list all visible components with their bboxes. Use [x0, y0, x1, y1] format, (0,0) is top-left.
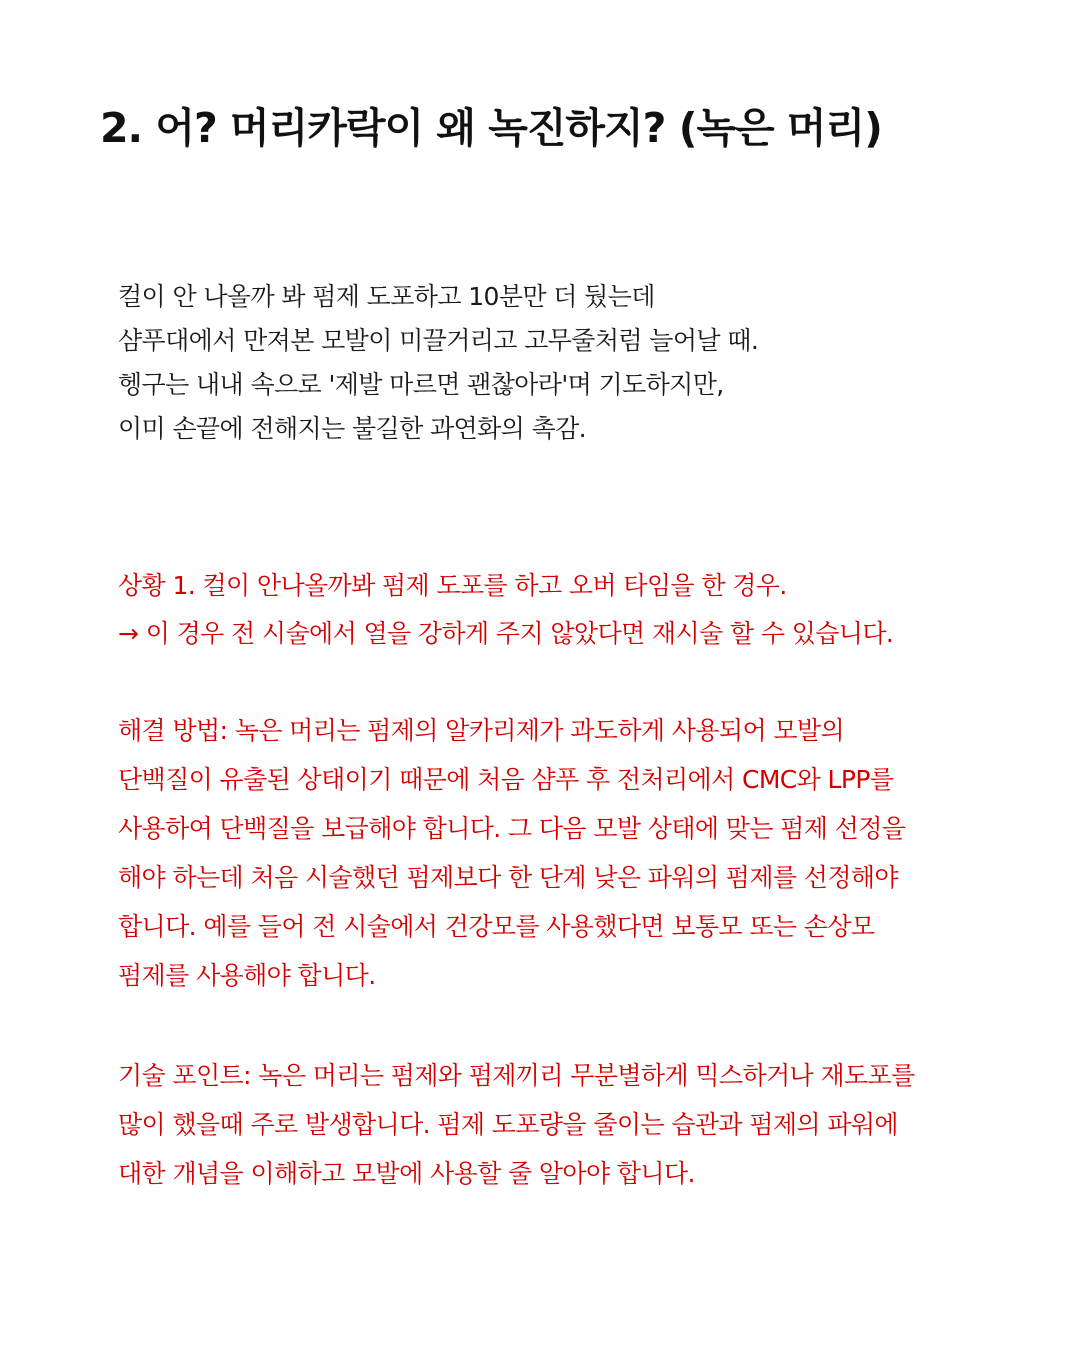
situation-paragraph [118, 562, 1038, 658]
situation-line: → 이 경우 전 시술에서 열을 강하게 주지 않았다면 재시술 할 수 있습니다. [118, 619, 894, 648]
technique-paragraph [118, 1051, 1038, 1198]
situation-line: 상황 1. 컬이 안나올까봐 펌제 도포를 하고 오버 타임을 한 경우. [118, 571, 787, 600]
solution-line: 펌제를 사용해야 합니다. [118, 961, 376, 990]
intro-line: 헹구는 내내 속으로 '제발 마르면 괜찮아라'며 기도하지만, [118, 370, 724, 399]
technique-line: 많이 했을때 주로 발생합니다. 펌제 도포량을 줄이는 습관과 펌제의 파워에 [118, 1110, 898, 1139]
intro-line: 이미 손끝에 전해지는 불길한 과연화의 촉감. [118, 414, 586, 443]
solution-line: 단백질이 유출된 상태이기 때문에 처음 샴푸 후 전처리에서 CMC와 LPP를 [118, 765, 894, 794]
intro-paragraph [118, 275, 1038, 451]
intro-line: 샴푸대에서 만져본 모발이 미끌거리고 고무줄처럼 늘어날 때. [118, 326, 759, 355]
solution-paragraph [118, 706, 1038, 1000]
intro-line: 컬이 안 나올까 봐 펌제 도포하고 10분만 더 뒀는데 [118, 282, 655, 311]
technique-line: 대한 개념을 이해하고 모발에 사용할 줄 알아야 합니다. [118, 1159, 695, 1188]
solution-line: 합니다. 예를 들어 전 시술에서 건강모를 사용했다면 보통모 또는 손상모 [118, 912, 875, 941]
page-title: 2. 어? 머리카락이 왜 녹진하지? (녹은 머리) [100, 104, 882, 152]
solution-line: 사용하여 단백질을 보급해야 합니다. 그 다음 모발 상태에 맞는 펌제 선정을 [118, 814, 906, 843]
solution-line: 해결 방법: 녹은 머리는 펌제의 알카리제가 과도하게 사용되어 모발의 [118, 716, 844, 745]
solution-line: 해야 하는데 처음 시술했던 펌제보다 한 단계 낮은 파워의 펌제를 선정해야 [118, 863, 898, 892]
technique-line: 기술 포인트: 녹은 머리는 펌제와 펌제끼리 무분별하게 믹스하거나 재도포를 [118, 1061, 915, 1090]
